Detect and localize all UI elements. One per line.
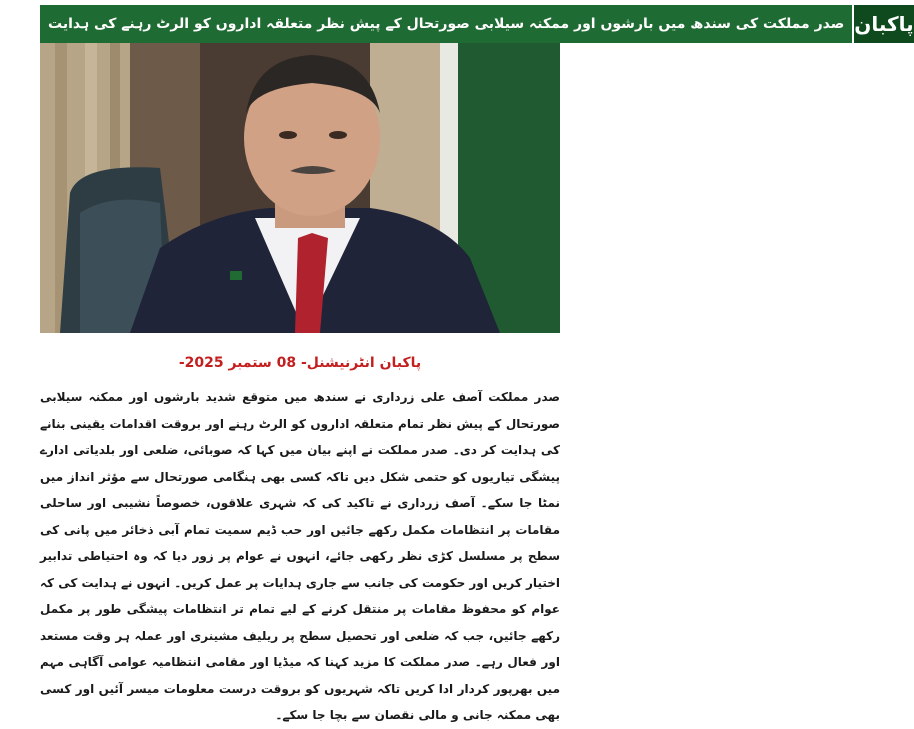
article-body: صدر مملکت آصف علی زرداری نے سندھ میں متوقع شدید بارشوں اور ممکنہ سیلابی صورتحال کے پیش نظر تمام متعلقہ اداروں کو الرٹ رہنے اور بروقت اقدامات یقینی بنانے کی ہدایت کر دی۔ صدر مملکت نے اپنے بیان میں کہا کہ صوبائی، ضلعی اور بلدیاتی ادارے پیشگی تیاریوں کو حتمی شکل دیں تاکہ کسی بھی ہنگامی صورتحال سے مؤثر انداز میں نمٹا جا سکے۔ آصف زرداری نے تاکید کی کہ شہری علاقوں، خصوصاً نشیبی اور ساحلی مقامات پر انتظامات مکمل رکھے جائیں اور حب ڈیم سمیت تمام آبی ذخائر میں پانی کی سطح پر مسلسل کڑی نظر رکھی جائے، انہوں نے عوام پر زور دیا کہ وہ احتیاطی تدابیر اختیار کریں اور حکومت کی جانب سے جاری ہدایات پر عمل کریں۔ انہوں نے ہدایت کی کہ عوام کو محفوظ مقامات پر منتقل کرنے کے لیے تمام تر انتظامات پیشگی طور پر مکمل رکھے جائیں، جب کہ ضلعی اور تحصیل سطح پر ریلیف مشینری اور عملہ ہر وقت مستعد اور فعال رہے۔ صدر مملکت کا مزید کہنا کہ میڈیا اور مقامی انتظامیہ عوامی آگاہی مہم میں بھرپور کردار ادا کریں تاکہ شہریوں کو بروقت درست معلومات میسر آئیں اور کسی بھی ممکنہ جانی و مالی نقصان سے بچا جا سکے۔ [40, 390, 560, 722]
article-header [40, 5, 914, 43]
article-photo [40, 43, 560, 333]
brand-logo: پاکبان [852, 5, 913, 43]
byline: پاکبان انٹرنیشنل- 08 ستمبر 2025- [178, 355, 422, 371]
headline: صدر مملکت کی سندھ میں بارشوں اور ممکنہ سیلابی صورتحال کے پیش نظر متعلقہ اداروں کو الرٹ رہنے کی ہدایت [40, 5, 852, 43]
photo-icon [40, 43, 560, 333]
